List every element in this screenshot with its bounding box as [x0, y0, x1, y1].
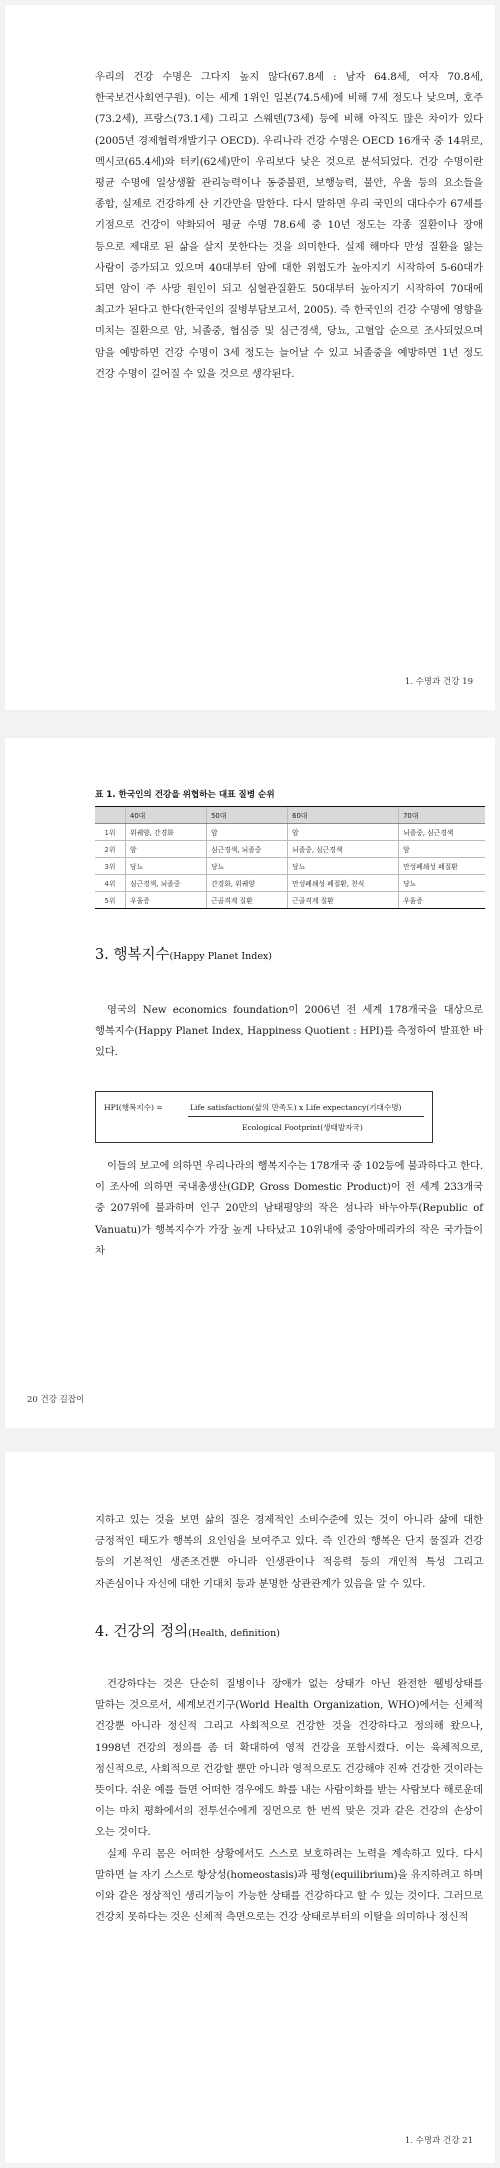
table-header-cell: 50대: [207, 807, 288, 824]
table-cell: 당뇨: [288, 858, 399, 875]
paragraph: 실제 우리 몸은 어떠한 상황에서도 스스로 보호하려는 노력을 계속하고 있다. 다시 말하면 늘 자기 스스로 항상성(homeostasis)과 평형(equilibrium)을 유지하려고 하며 이와 같은 정상적인 생리기능이 가능한 상태를 건강하다고 할 수 있는 것이다. 그러므로 건강치 못하다는 것은 신체적 측면으로는 건강 상태로부터의 이탈을 의미하나 정신적: [95, 1847, 483, 1924]
table-cell: 암: [288, 824, 399, 841]
table-cell: 당뇨: [126, 858, 207, 875]
table-cell: 당뇨: [399, 875, 485, 892]
table-header-cell: 70대: [399, 807, 485, 824]
table-row: [95, 858, 485, 875]
disease-rank-table: [95, 806, 485, 909]
table-cell: 만성폐쇄성 폐질환: [399, 858, 485, 875]
table-cell: 간경화, 위궤양: [207, 875, 288, 892]
fraction-line: [188, 1116, 424, 1117]
table-row: [95, 841, 485, 858]
table-cell: 2위: [95, 841, 126, 858]
body-text: [95, 67, 483, 385]
table-cell: 근골격계 질환: [207, 892, 288, 909]
table-cell: 심근경색, 뇌졸중: [126, 875, 207, 892]
page-20: [5, 738, 495, 1428]
table-header-cell: [95, 807, 126, 824]
table-cell: 당뇨: [207, 858, 288, 875]
table-cell: 뇌졸중, 심근경색: [399, 824, 485, 841]
page-folio: 1. 수명과 건강 21: [404, 2136, 473, 2146]
section-heading-title: 4. 건강의 정의: [95, 1624, 189, 1640]
formula-numerator: Life satisfaction(삶의 만족도) x Life expectancy(기대수명): [190, 1103, 402, 1112]
hpi-formula-box: [95, 1091, 433, 1143]
section-heading-subtitle: (Health, definition): [188, 1628, 280, 1639]
paragraph: 지하고 있는 것을 보면 삶의 질은 경제적인 소비수준에 있는 것이 아니라 삶에 대한 긍정적인 태도가 행복의 요인임을 보여주고 있다. 즉 인간의 행복은 단지 물질과 건강 등의 기본적인 생존조건뿐 아니라 인생관이나 적응력 등의 개인적 특성 그리고 자존심이나 자신에 대한 기대치 등과 분명한 상관관계가 있음을 알 수 있다.: [95, 1514, 483, 1590]
body-text: [95, 1156, 483, 1262]
page-21: [5, 1452, 495, 2163]
table-cell: 심근경색, 뇌졸중: [207, 841, 288, 858]
body-text: [95, 1510, 483, 1595]
table-header-row: [95, 807, 485, 824]
body-text: [95, 1000, 483, 1064]
formula-denominator: Ecological Footprint(생태발자국): [242, 1123, 363, 1132]
formula-lhs: HPI(행복지수) =: [104, 1103, 163, 1112]
section-heading: [95, 1620, 280, 1641]
page-folio: 20 건강 길잡이: [27, 1395, 85, 1405]
table-cell: 위궤양, 간경화: [126, 824, 207, 841]
paragraph: 영국의 New economics foundation이 2006년 전 세계 178개국을 대상으로 행복지수(Happy Planet Index, Happiness Quotient : HPI)를 측정하여 발표한 바 있다.: [95, 1004, 483, 1059]
table-row: [95, 875, 485, 892]
body-text: [95, 1674, 483, 1928]
table-header-cell: 60대: [288, 807, 399, 824]
table-cell: 1위: [95, 824, 126, 841]
table-cell: 3위: [95, 858, 126, 875]
table-cell: 근골격계 질환: [288, 892, 399, 909]
table-row: [95, 824, 485, 841]
table-header-cell: 40대: [126, 807, 207, 824]
table-row: [95, 892, 485, 909]
paragraph: 이들의 보고에 의하면 우리나라의 행복지수는 178개국 중 102등에 불과하다고 한다. 이 조사에 의하면 국내총생산(GDP, Gross Domestic Product)이 전 세계 233개국 중 207위에 불과하며 인구 20만의 남태평양의 작은 섬나라 바누아투(Republic of Vanuatu)가 행복지수가 가장 높게 나타났고 10위내에 중앙아메리카의 작은 국가들이 차: [95, 1160, 483, 1257]
table-cell: 만성폐쇄성 폐질환, 천식: [288, 875, 399, 892]
table-title: 표 1. 한국인의 건강을 위협하는 대표 질병 순위: [95, 790, 275, 800]
table-cell: 암: [126, 841, 207, 858]
table-cell: 암: [207, 824, 288, 841]
table-cell: 우울증: [126, 892, 207, 909]
paragraph: 건강하다는 것은 단순히 질병이나 장애가 없는 상태가 아닌 완전한 웰빙상태를 말하는 것으로서, 세계보건기구(World Health Organization, WHO)에서는 신체적 건강뿐 아니라 정신적 그리고 사회적으로 건강한 것을 건강하다고 정의해 왔으나, 1998년 건강의 정의를 좀 더 확대하여 영적 건강을 포함시켰다. 이는 육체적으로, 정신적으로, 사회적으로 건강할 뿐만 아니라 영적으로도 건강해야 진짜 건강한 것이라는 뜻이다. 쉬운 예를 들면 어떠한 경우에도 화를 내는 사람이화를 받는 사람보다 해로운데 이는 마치 평화에서의 전투선수에게 징먼으로 한 번씩 맞은 것과 같은 건강의 손상이 오는 것이다.: [95, 1678, 483, 1839]
page-19: [5, 5, 495, 710]
page-folio: 1. 수명과 건강 19: [404, 677, 473, 687]
section-heading-subtitle: (Happy Planet Index): [169, 951, 272, 962]
table-cell: 뇌졸중, 심근경색: [288, 841, 399, 858]
table-cell: 우울증: [399, 892, 485, 909]
section-heading: [95, 943, 272, 964]
table-cell: 5위: [95, 892, 126, 909]
section-heading-title: 3. 행복지수: [95, 947, 170, 963]
paragraph: 우리의 건강 수명은 그다지 높지 않다(67.8세 : 남자 64.8세, 여자 70.8세, 한국보건사회연구원). 이는 세계 1위인 일본(74.5세)에 비해 7세 정도나 낮으며, 호주(73.2세), 프랑스(73.1세) 그리고 스웨덴(73세) 등에 비해 아직도 많은 차이가 있다(2005년 경제협력개발기구 OECD). 우리나라 건강 수명은 OECD 16개국 중 14위로, 멕시코(65.4세)와 터키(62세)만이 우리보다 낮은 것으로 분석되었다. 건강 수명이란 평균 수명에 일상생활 관리능력이나 동중불편, 보행능력, 불안, 우울 등의 요소들을 종합, 실제로 건강하게 산 기간만을 말한다. 다시 말하면 우리 국민의 대다수가 67세를 기점으로 건강이 약화되어 평균 수명 78.6세 중 10년 정도는 각종 질환이나 장애 등으로 제대로 된 삶을 살지 못한다는 것을 의미한다. 실제 해마다 만성 질환을 앓는 사람이 증가되고 있으며 40대부터 암에 대한 위험도가 높아지기 시작하여 5-60대가 되면 암이 주 사망 원인이 되고 심혈관질환도 50대부터 높아지기 시작하여 70대에 최고가 된다고 한다(한국인의 질병부담보고서, 2005). 즉 한국인의 건강 수명에 영향을 미치는 질환으로 암, 뇌졸중, 협심증 및 심근경색, 당뇨, 고혈압 순으로 조사되었으며 암을 예방하면 건강 수명이 3세 정도는 늘어날 수 있고 뇌졸중을 예방하면 1년 정도 건강 수명이 길어질 수 있을 것으로 생각된다.: [95, 71, 483, 380]
table-cell: 암: [399, 841, 485, 858]
table-cell: 4위: [95, 875, 126, 892]
